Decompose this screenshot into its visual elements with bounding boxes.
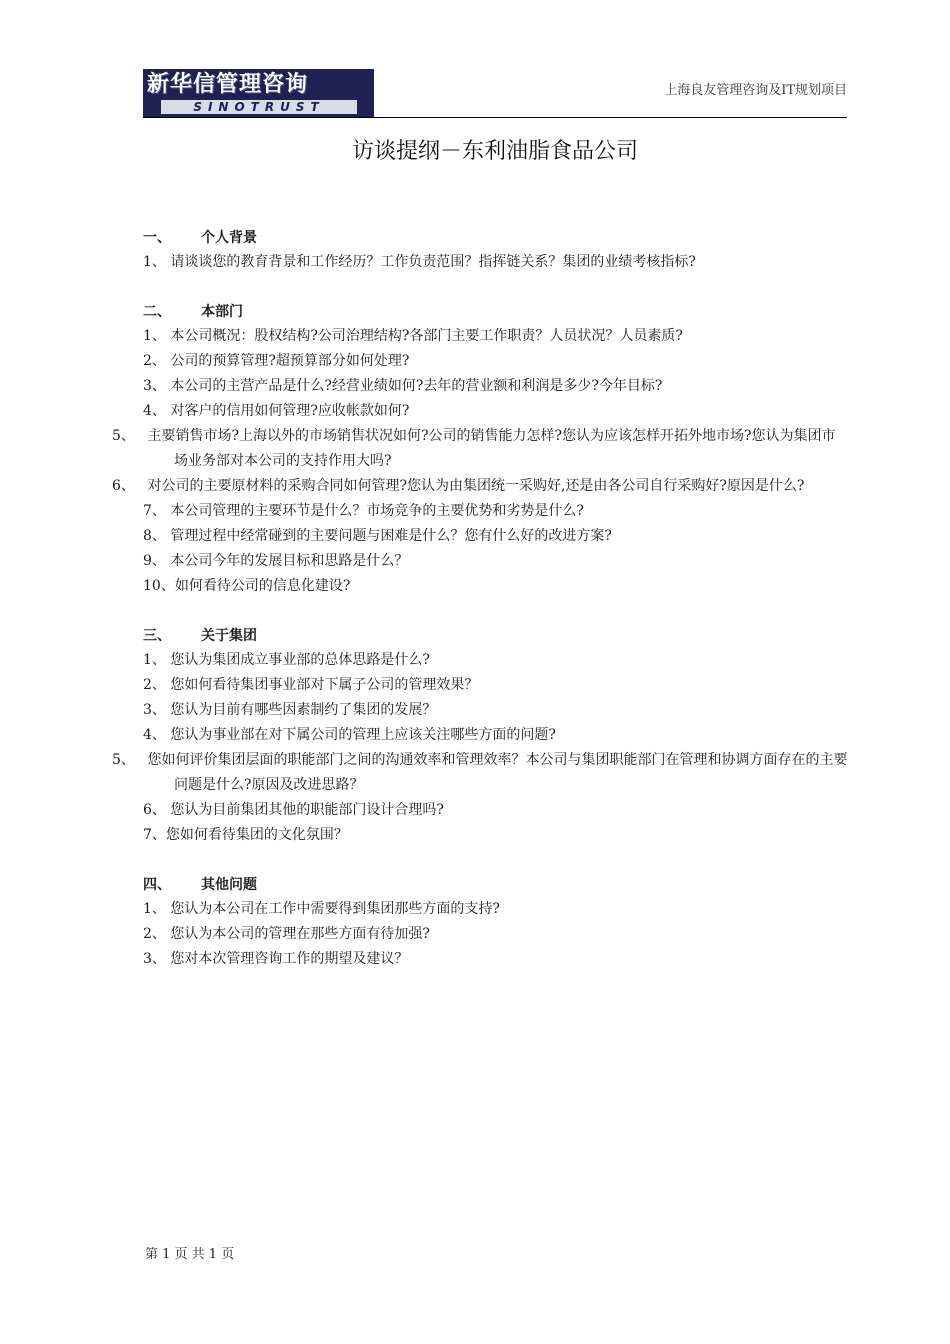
section-number: 三、	[143, 628, 171, 644]
question-item	[143, 947, 849, 972]
question-item	[143, 897, 849, 922]
question-number: 2、	[143, 677, 166, 693]
question-text: 您对本次管理咨询工作的期望及建议？	[170, 951, 409, 967]
question-text: 您认为集团成立事业部的总体思路是什么?	[170, 652, 430, 668]
section-heading	[143, 226, 849, 250]
question-text: 主要销售市场?上海以外的市场销售状况如何?公司的销售能力怎样?您认为应该怎样开拓外地市场?您认为集团市场业务部对本公司的支持作用大吗?	[147, 428, 836, 469]
question-number: 9、	[143, 553, 166, 569]
question-item	[143, 798, 849, 823]
question-number: 7、	[143, 827, 166, 843]
question-number: 6、	[143, 802, 166, 818]
question-number: 7、	[143, 503, 166, 519]
question-number: 4、	[143, 403, 166, 419]
question-item	[143, 349, 849, 374]
question-item	[143, 673, 849, 698]
question-item	[143, 823, 849, 848]
question-number: 1、	[143, 901, 166, 917]
question-text: 请谈谈您的教育背景和工作经历？工作负责范围？指挥链关系？集团的业绩考核指标?	[170, 254, 696, 270]
question-text: 管理过程中经常碰到的主要问题与困难是什么？您有什么好的改进方案?	[170, 528, 612, 544]
question-text: 本公司的主营产品是什么?经营业绩如何?去年的营业额和利润是多少?今年目标?	[170, 378, 663, 394]
question-item	[143, 524, 849, 549]
section-heading	[143, 624, 849, 648]
question-text: 您认为本公司的管理在那些方面有待加强?	[170, 926, 430, 942]
question-text: 本公司管理的主要环节是什么？市场竞争的主要优势和劣势是什么?	[170, 503, 584, 519]
question-text: 如何看待公司的信息化建设?	[174, 578, 351, 594]
question-text: 您如何看待集团的文化氛围？	[165, 827, 348, 843]
question-text: 公司的预算管理?超预算部分如何处理?	[170, 353, 410, 369]
question-item	[143, 324, 849, 349]
page-footer: 第 1 页 共 1 页	[145, 1247, 235, 1262]
question-text: 您认为目前集团其他的职能部门设计合理吗?	[170, 802, 444, 818]
question-text: 您如何评价集团层面的职能部门之间的沟通效率和管理效率？本公司与集团职能部门在管理和协调方面存在的主要问题是什么?原因及改进思路？	[147, 752, 848, 793]
question-number: 1、	[143, 254, 166, 270]
section-number: 二、	[143, 304, 171, 320]
question-number: 10、	[143, 578, 175, 594]
document-body	[112, 226, 849, 972]
question-item	[143, 698, 849, 723]
company-logo	[143, 69, 374, 117]
question-item	[143, 549, 849, 574]
question-number: 3、	[143, 951, 166, 967]
question-number: 2、	[143, 926, 166, 942]
section-title: 个人背景	[201, 230, 257, 246]
header-divider	[143, 117, 847, 118]
question-item	[143, 499, 849, 524]
question-text: 您如何看待集团事业部对下属子公司的管理效果？	[170, 677, 479, 693]
question-number: 3、	[143, 702, 166, 718]
question-item	[143, 574, 849, 599]
question-number: 2、	[143, 353, 166, 369]
question-item: 6、 对公司的主要原材料的采购合同如何管理?您认为由集团统一采购好,还是由各公司自行采购好?原因是什么?	[112, 478, 805, 494]
section-title: 本部门	[201, 304, 243, 320]
section-title: 关于集团	[201, 628, 257, 644]
section-title: 其他问题	[201, 877, 257, 893]
question-text: 对公司的主要原材料的采购合同如何管理?您认为由集团统一采购好,还是由各公司自行采购好?原因是什么?	[147, 478, 805, 494]
question-text: 您认为本公司在工作中需要得到集团那些方面的支持?	[170, 901, 500, 917]
question-text: 对客户的信用如何管理?应收帐款如何?	[170, 403, 410, 419]
section-number: 一、	[143, 230, 171, 246]
question-text: 本公司今年的发展目标和思路是什么？	[170, 553, 409, 569]
question-number: 1、	[143, 328, 166, 344]
question-item	[143, 922, 849, 947]
question-text: 本公司概况：股权结构?公司治理结构?各部门主要工作职责？人员状况？人员素质?	[170, 328, 683, 344]
question-number: 4、	[143, 727, 166, 743]
question-item: 5、 主要销售市场?上海以外的市场销售状况如何?公司的销售能力怎样?您认为应该怎样开拓外地市场?您认为集团市场业务部对本公司的支持作用大吗?	[112, 428, 836, 469]
question-item	[143, 648, 849, 673]
question-number: 8、	[143, 528, 166, 544]
section-number: 四、	[143, 877, 171, 893]
question-number: 3、	[143, 378, 166, 394]
question-item	[143, 723, 849, 748]
project-name: 上海良友管理咨询及IT规划项目	[664, 83, 847, 98]
logo-chinese-text: 新华信管理咨询	[147, 72, 309, 97]
logo-english-text: SINOTRUST	[161, 100, 357, 114]
question-text: 您认为事业部在对下属公司的管理上应该关注哪些方面的问题?	[170, 727, 556, 743]
question-number: 1、	[143, 652, 166, 668]
section-heading	[143, 300, 849, 324]
document-title: 访谈提纲－东利油脂食品公司	[351, 139, 638, 164]
question-item	[143, 399, 849, 424]
question-item	[143, 250, 849, 275]
question-item: 5、 您如何评价集团层面的职能部门之间的沟通效率和管理效率？本公司与集团职能部门在管理和协调方面存在的主要问题是什么?原因及改进思路？	[112, 752, 848, 793]
question-item	[143, 374, 849, 399]
question-text: 您认为目前有哪些因素制约了集团的发展？	[170, 702, 437, 718]
section-heading	[143, 873, 849, 897]
